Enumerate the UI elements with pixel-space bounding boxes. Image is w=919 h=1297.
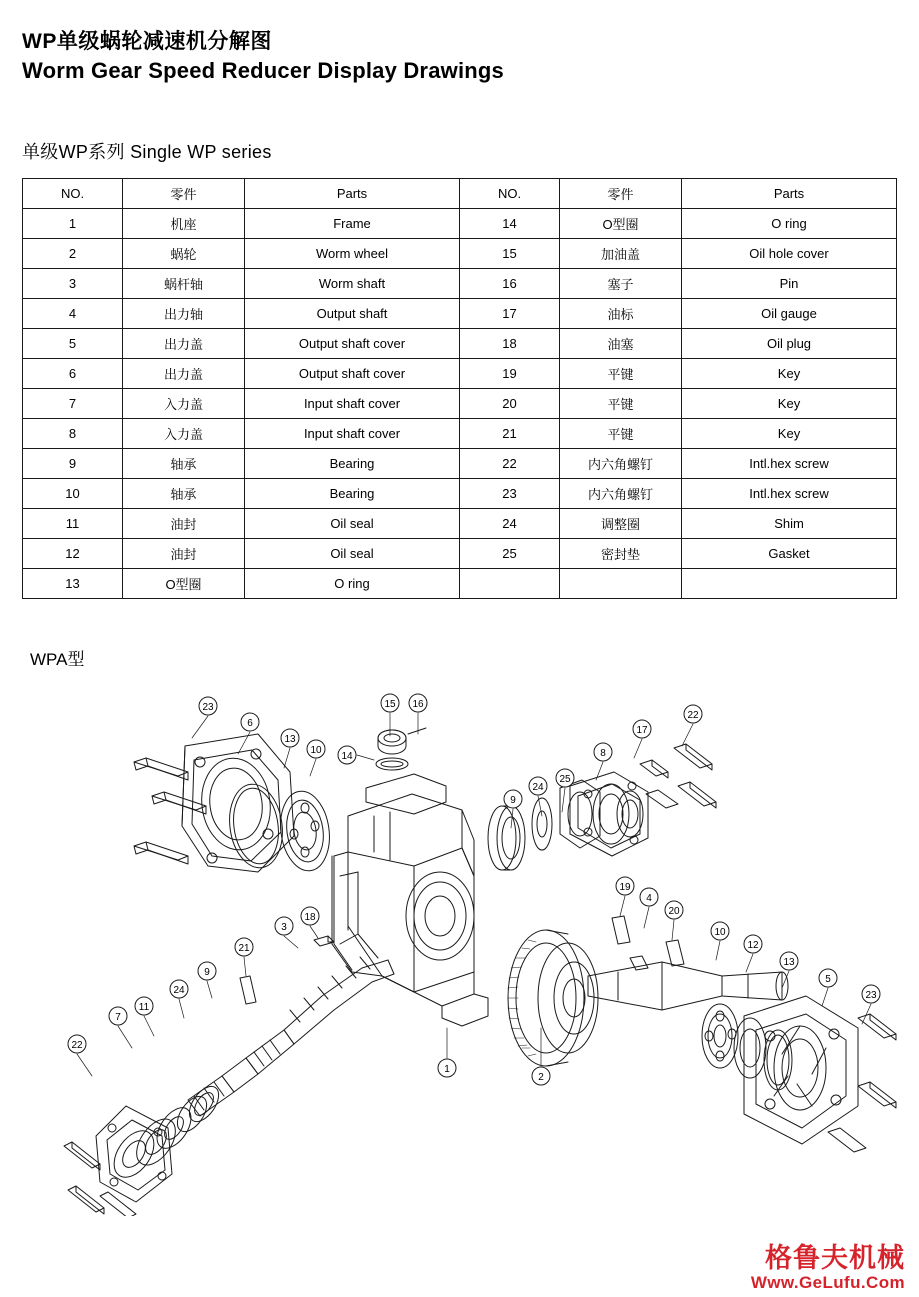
- svg-text:9: 9: [204, 966, 210, 978]
- callout: [862, 985, 880, 1003]
- cell-no-left: 11: [23, 508, 123, 538]
- cell-no-left: 9: [23, 448, 123, 478]
- cell-cn-right: 油塞: [560, 328, 682, 358]
- part-worm-wheel: [508, 930, 598, 1066]
- cell-parts-left: Output shaft cover: [245, 358, 460, 388]
- table-row: [23, 268, 897, 298]
- cell-no-left: 12: [23, 538, 123, 568]
- cell-no-left: 10: [23, 478, 123, 508]
- callout: [616, 877, 634, 895]
- svg-text:13: 13: [783, 956, 795, 968]
- svg-text:13: 13: [284, 733, 296, 745]
- part-hex-screws-22-right: [674, 744, 716, 808]
- cell-cn-left: 蜗轮: [123, 238, 245, 268]
- svg-text:7: 7: [115, 1011, 121, 1023]
- callout: [307, 740, 325, 758]
- cell-cn-right: 平键: [560, 358, 682, 388]
- cell-cn-right: 油标: [560, 298, 682, 328]
- table-row: [23, 238, 897, 268]
- svg-text:20: 20: [668, 905, 680, 917]
- cell-cn-left: 机座: [123, 208, 245, 238]
- callout: [338, 746, 356, 764]
- cell-cn-left: 油封: [123, 538, 245, 568]
- svg-text:5: 5: [825, 973, 831, 985]
- part-hex-screws-upper-left: [134, 758, 206, 864]
- cell-parts-left: Worm shaft: [245, 268, 460, 298]
- cell-cn-right: 平键: [560, 388, 682, 418]
- callout: [301, 907, 319, 925]
- cell-parts-right: Gasket: [682, 538, 897, 568]
- svg-text:2: 2: [538, 1071, 544, 1083]
- svg-text:9: 9: [510, 794, 516, 806]
- callout: [633, 720, 651, 738]
- col-header-no-right: NO.: [460, 178, 560, 208]
- col-header-parts-left: Parts: [245, 178, 460, 208]
- cell-parts-left: Frame: [245, 208, 460, 238]
- cell-parts-left: Input shaft cover: [245, 418, 460, 448]
- cell-no-right: 14: [460, 208, 560, 238]
- callout: [711, 922, 729, 940]
- cell-no-right: 25: [460, 538, 560, 568]
- cell-cn-left: 蜗杆轴: [123, 268, 245, 298]
- callout: [780, 952, 798, 970]
- callout: [275, 917, 293, 935]
- callout: [241, 713, 259, 731]
- part-oil-seal-12: [734, 1018, 766, 1078]
- cell-parts-left: Worm wheel: [245, 238, 460, 268]
- part-bearing-10-right: [702, 1004, 738, 1068]
- watermark-brand: 格鲁夫机械: [765, 1243, 905, 1274]
- cell-parts-left: Oil seal: [245, 508, 460, 538]
- svg-text:24: 24: [173, 984, 185, 996]
- svg-text:6: 6: [247, 717, 253, 729]
- cell-no-right: [460, 568, 560, 598]
- svg-text:14: 14: [341, 750, 353, 762]
- part-oring-13-right: [764, 1030, 792, 1090]
- cell-no-right: 23: [460, 478, 560, 508]
- callout: [640, 888, 658, 906]
- cell-cn-right: 密封垫: [560, 538, 682, 568]
- part-oring-14: [376, 758, 408, 770]
- watermark: [751, 1245, 905, 1291]
- col-header-parts-right: Parts: [682, 178, 897, 208]
- table-row: [23, 328, 897, 358]
- part-output-cover-left: [182, 734, 294, 872]
- table-row: [23, 448, 897, 478]
- cell-no-left: 2: [23, 238, 123, 268]
- cell-cn-right: 内六角螺钉: [560, 448, 682, 478]
- callout: [409, 694, 427, 712]
- cell-no-right: 20: [460, 388, 560, 418]
- table-row: [23, 568, 897, 598]
- svg-text:18: 18: [304, 911, 316, 923]
- cell-cn-right: 加油盖: [560, 238, 682, 268]
- part-oil-hole-cover: [378, 728, 426, 754]
- svg-text:25: 25: [559, 773, 571, 785]
- part-key-19: [612, 916, 630, 944]
- cell-no-left: 1: [23, 208, 123, 238]
- svg-text:10: 10: [310, 744, 322, 756]
- cell-cn-left: 出力轴: [123, 298, 245, 328]
- part-oil-gauge-17: [640, 760, 678, 808]
- cell-no-right: 24: [460, 508, 560, 538]
- col-header-cn-left: 零件: [123, 178, 245, 208]
- cell-parts-left: Output shaft: [245, 298, 460, 328]
- cell-parts-left: Bearing: [245, 448, 460, 478]
- cell-cn-left: 轴承: [123, 448, 245, 478]
- svg-text:11: 11: [138, 1001, 150, 1013]
- svg-text:23: 23: [865, 989, 877, 1001]
- table-row: [23, 298, 897, 328]
- callout: [529, 777, 547, 795]
- callout: [819, 969, 837, 987]
- cell-parts-left: Input shaft cover: [245, 388, 460, 418]
- watermark-url: Www.GeLufu.Com: [750, 1273, 905, 1292]
- svg-text:3: 3: [281, 921, 287, 933]
- table-row: [23, 388, 897, 418]
- svg-text:22: 22: [687, 709, 699, 721]
- cell-no-right: 16: [460, 268, 560, 298]
- svg-text:22: 22: [71, 1039, 83, 1051]
- callout: [109, 1007, 127, 1025]
- col-header-cn-right: 零件: [560, 178, 682, 208]
- callout: [235, 938, 253, 956]
- cell-no-left: 4: [23, 298, 123, 328]
- exploded-view-diagram: [22, 676, 897, 1216]
- cell-cn-left: 出力盖: [123, 358, 245, 388]
- part-key-20: [666, 940, 684, 966]
- callout: [170, 980, 188, 998]
- cell-no-right: 22: [460, 448, 560, 478]
- cell-no-left: 3: [23, 268, 123, 298]
- cell-parts-right: Intl.hex screw: [682, 478, 897, 508]
- part-input-cover-8: [570, 772, 648, 856]
- cell-parts-right: Key: [682, 418, 897, 448]
- cell-cn-left: 入力盖: [123, 418, 245, 448]
- svg-text:15: 15: [384, 698, 396, 710]
- cell-cn-right: 塞子: [560, 268, 682, 298]
- cell-parts-left: Bearing: [245, 478, 460, 508]
- col-header-no-left: NO.: [23, 178, 123, 208]
- callout: [594, 743, 612, 761]
- svg-text:21: 21: [238, 942, 250, 954]
- callout: [532, 1067, 550, 1085]
- callout: [135, 997, 153, 1015]
- parts-table: [22, 178, 897, 599]
- cell-no-right: 19: [460, 358, 560, 388]
- callout: [68, 1035, 86, 1053]
- svg-text:23: 23: [202, 701, 214, 713]
- table-row: [23, 538, 897, 568]
- cell-cn-left: 入力盖: [123, 388, 245, 418]
- callout: [281, 729, 299, 747]
- part-frame-housing: [332, 774, 488, 1026]
- part-bearing-left: [276, 788, 335, 874]
- table-row: [23, 508, 897, 538]
- cell-parts-left: Oil seal: [245, 538, 460, 568]
- part-input-cover-7: [96, 1106, 172, 1202]
- page-title-cn: WP单级蜗轮减速机分解图: [22, 30, 272, 53]
- svg-text:24: 24: [532, 781, 544, 793]
- callout: [665, 901, 683, 919]
- cell-cn-right: 调整圈: [560, 508, 682, 538]
- table-row: [23, 478, 897, 508]
- callout: [199, 697, 217, 715]
- callout: [198, 962, 216, 980]
- part-bearing-9-upper: [488, 806, 525, 870]
- cell-parts-right: Oil gauge: [682, 298, 897, 328]
- part-oring-left: [224, 781, 287, 871]
- table-row: [23, 358, 897, 388]
- cell-cn-right: O型圈: [560, 208, 682, 238]
- svg-text:10: 10: [714, 926, 726, 938]
- cell-parts-left: Output shaft cover: [245, 328, 460, 358]
- cell-parts-right: Key: [682, 358, 897, 388]
- table-row: [23, 208, 897, 238]
- callout: [504, 790, 522, 808]
- cell-no-left: 13: [23, 568, 123, 598]
- exploded-view-svg: [22, 676, 897, 1216]
- part-shim-24-right: [532, 798, 552, 850]
- svg-text:1: 1: [444, 1063, 450, 1075]
- cell-no-left: 8: [23, 418, 123, 448]
- cell-no-right: 21: [460, 418, 560, 448]
- cell-cn-right: 内六角螺钉: [560, 478, 682, 508]
- callout: [684, 705, 702, 723]
- callout: [381, 694, 399, 712]
- svg-text:16: 16: [412, 698, 424, 710]
- svg-text:8: 8: [600, 747, 606, 759]
- part-bearing-9-left: [172, 1081, 225, 1136]
- cell-cn-left: 轴承: [123, 478, 245, 508]
- cell-no-right: 15: [460, 238, 560, 268]
- cell-parts-right: Oil plug: [682, 328, 897, 358]
- callout: [744, 935, 762, 953]
- svg-text:19: 19: [619, 881, 631, 893]
- diagram-section-label: WPA型: [30, 649, 85, 669]
- cell-parts-right: Pin: [682, 268, 897, 298]
- section-subtitle: 单级WP系列 Single WP series: [22, 141, 272, 162]
- cell-no-left: 7: [23, 388, 123, 418]
- part-oil-seal-11: [129, 1112, 183, 1172]
- cell-cn-right: 平键: [560, 418, 682, 448]
- part-key-21: [240, 976, 256, 1004]
- cell-parts-right: Oil hole cover: [682, 238, 897, 268]
- cell-cn-left: 油封: [123, 508, 245, 538]
- callout: [556, 769, 574, 787]
- cell-no-right: 17: [460, 298, 560, 328]
- table-row: [23, 418, 897, 448]
- cell-cn-left: 出力盖: [123, 328, 245, 358]
- cell-parts-right: O ring: [682, 208, 897, 238]
- table-header-row: [23, 178, 897, 208]
- cell-parts-right: [682, 568, 897, 598]
- cell-parts-right: Intl.hex screw: [682, 448, 897, 478]
- cell-no-left: 5: [23, 328, 123, 358]
- cell-parts-right: Key: [682, 388, 897, 418]
- part-output-shaft: [588, 956, 788, 1010]
- cell-parts-right: Shim: [682, 508, 897, 538]
- cell-cn-left: O型圈: [123, 568, 245, 598]
- part-oil-plug-18: [314, 936, 334, 946]
- svg-text:17: 17: [636, 724, 648, 736]
- callout: [438, 1059, 456, 1077]
- page-title-en: Worm Gear Speed Reducer Display Drawings: [22, 58, 504, 84]
- svg-text:12: 12: [747, 939, 759, 951]
- svg-text:4: 4: [646, 892, 652, 904]
- cell-no-left: 6: [23, 358, 123, 388]
- part-worm-shaft: [188, 957, 394, 1116]
- cell-parts-left: O ring: [245, 568, 460, 598]
- cell-cn-right: [560, 568, 682, 598]
- cell-no-right: 18: [460, 328, 560, 358]
